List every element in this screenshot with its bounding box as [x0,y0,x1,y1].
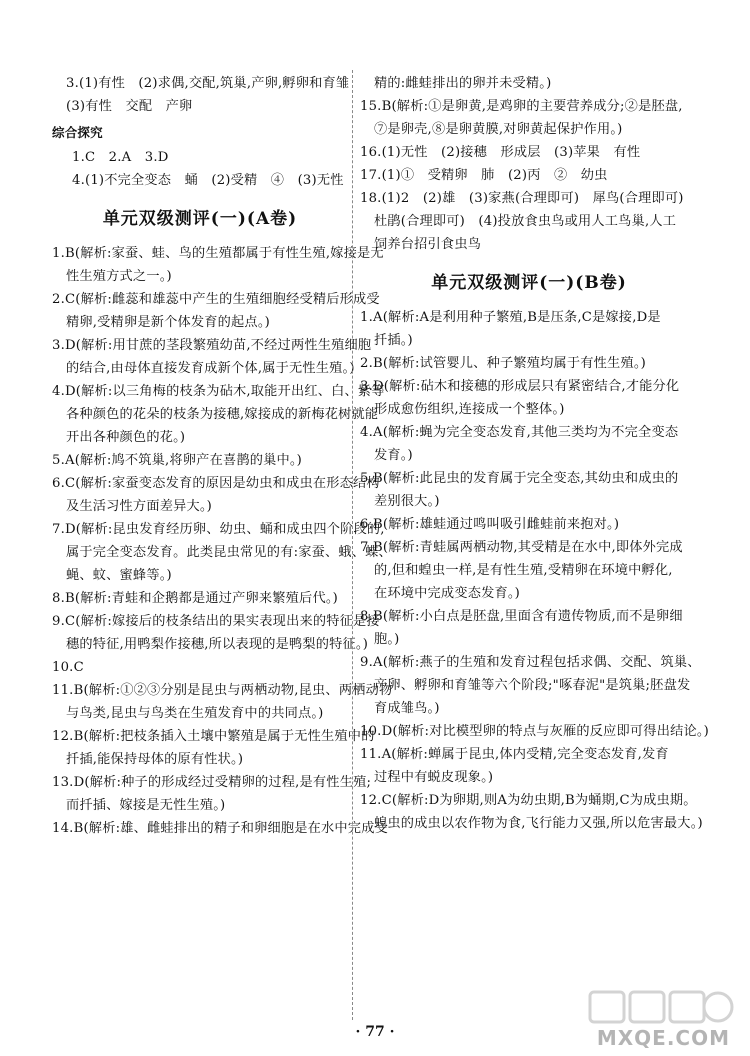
answer-line: 形成愈伤组织,连接成一个整体。) [374,402,565,417]
answer-line: 9.C(解析:嫁接后的枝条结出的果实表现出来的特征是接 [52,614,380,629]
page-number: · 77 · [355,1024,395,1040]
answer-line: 精的:雌蛙排出的卵并未受精。) [374,76,552,91]
section-title: 单元双级测评(一)(A卷) [102,209,298,229]
answer-line: 与鸟类,昆虫与鸟类在生殖发育中的共同点。) [66,706,324,721]
answer-line: 产卵、孵卵和育雏等六个阶段;"啄春泥"是筑巢;胚盘发 [374,678,691,693]
answer-line: 差别很大。) [374,494,440,509]
answer-line: 5.A(解析:鸠不筑巢,将卵产在喜鹊的巢中。) [52,453,303,468]
answer-line: 4.A(解析:蝇为完全变态发育,其他三类均为不完全变态 [360,425,679,440]
answer-line: 扦插,能保持母体的原有性状。) [66,752,244,767]
answer-line: 4.(1)不完全变态 蛹 (2)受精 ④ (3)无性 [72,173,344,188]
answer-line: 15.B(解析:①是卵黄,是鸡卵的主要营养成分;②是胚盘, [360,99,683,114]
answer-line: 的,但和蝗虫一样,是有性生殖,受精卵在环境中孵化, [374,563,673,578]
answer-line: 的结合,由母体直接发育成新个体,属于无性生殖。) [66,361,355,376]
section-heading: 综合探究 [52,125,103,140]
answer-line: 16.(1)无性 (2)接穗 形成层 (3)苹果 有性 [360,145,641,160]
answer-line: 7.D(解析:昆虫发育经历卵、幼虫、蛹和成虫四个阶段的, [52,522,385,537]
answer-line: 17.(1)① 受精卵 肺 (2)丙 ② 幼虫 [360,168,608,183]
answer-line: 8.B(解析:小白点是胚盘,里面含有遗传物质,而不是卵细 [360,609,683,624]
left-column [52,72,393,840]
answer-line: 6.B(解析:雄蛙通过鸣叫吸引雌蛙前来抱对。) [360,517,620,532]
answer-line: 7.B(解析:青蛙属两栖动物,其受精是在水中,即体外完成 [360,540,683,555]
answer-line: 扦插。) [374,333,413,348]
answer-line: 开出各种颜色的花。) [66,430,186,445]
answer-line: 属于完全变态发育。此类昆虫常见的有:家蚕、蛾、蝶、 [66,545,392,560]
answer-line: 精卵,受精卵是新个体发育的起点。) [66,315,270,330]
answer-line: 3.D(解析:用甘蔗的茎段繁殖幼苗,不经过两性生殖细胞 [52,338,372,353]
answer-line: 1.A(解析:A是利用种子繁殖,B是压条,C是嫁接,D是 [360,310,661,325]
answer-line: 9.A(解析:燕子的生殖和发育过程包括求偶、交配、筑巢、 [360,655,701,670]
answer-line: 12.B(解析:把枝条插入土壤中繁殖是属于无性生殖中的 [52,729,375,744]
answer-line: 而扦插、嫁接是无性生殖。) [66,798,226,813]
right-column [360,72,709,835]
answer-line: 12.C(解析:D为卵期,则A为幼虫期,B为蛹期,C为成虫期。 [360,793,697,808]
answer-line: 及生活习性方面差异大。) [66,499,213,514]
answer-line: 3.D(解析:砧木和接穗的形成层只有紧密结合,才能分化 [360,379,680,394]
answer-line: 6.C(解析:家蚕变态发育的原因是幼虫和成虫在形态结构 [52,476,380,491]
answer-line: ⑦是卵壳,⑧是卵黄膜,对卵黄起保护作用。) [374,122,623,137]
answer-line: 1.B(解析:家蚕、蛙、鸟的生殖都属于有性生殖,嫁接是无 [52,246,384,261]
answer-line: (3)有性 交配 产卵 [66,99,193,114]
answer-line: 1.C 2.A 3.D [72,150,169,165]
answer-line: 育成雏鸟。) [374,701,440,716]
answer-line: 杜鹃(合理即可) (4)投放食虫鸟或用人工鸟巢,人工 [374,214,677,229]
answer-line: 18.(1)2 (2)雄 (3)家燕(合理即可) 犀鸟(合理即可) [360,191,684,206]
answer-line: 性生殖方式之一。) [66,269,172,284]
answer-line: 11.B(解析:①②③分别是昆虫与两栖动物,昆虫、两栖动物 [52,683,393,698]
answer-line: 胞。) [374,632,400,647]
answer-line: 10.D(解析:对比模型卵的特点与灰雁的反应即可得出结论。) [360,724,709,739]
answer-line: 8.B(解析:青蛙和企鹅都是通过产卵来繁殖后代。) [52,591,338,606]
answer-line: 各种颜色的花朵的枝条为接穗,嫁接成的新梅花树就能 [66,407,379,422]
answer-line: 2.C(解析:雌蕊和雄蕊中产生的生殖细胞经受精后形成受 [52,292,380,307]
answer-line: 发育。) [374,448,413,463]
answer-line: 饲养台招引食虫鸟 [374,237,482,252]
answer-line: 3.(1)有性 (2)求偶,交配,筑巢,产卵,孵卵和育雏 [66,76,350,91]
answer-line: 5.B(解析:此昆虫的发育属于完全变态,其幼虫和成虫的 [360,471,679,486]
answer-line: 过程中有蜕皮现象。) [374,770,494,785]
answer-line: 13.D(解析:种子的形成经过受精卵的过程,是有性生殖; [52,775,372,790]
answer-line: 蝇、蚊、蜜蜂等。) [66,568,172,583]
answer-line: 4.D(解析:以三角梅的枝条为砧木,取能开出红、白、紫等 [52,384,385,399]
answer-line: 11.A(解析:蝉属于昆虫,体内受精,完全变态发育,发育 [360,747,669,762]
section-title: 单元双级测评(一)(B卷) [431,273,627,293]
answer-line: 穗的特征,用鸭梨作接穗,所以表现的是鸭梨的特征。) [66,637,369,652]
answer-line: 10.C [52,660,84,675]
watermark-text: MXQE.COM [596,1026,730,1050]
answer-line: 2.B(解析:试管婴儿、种子繁殖均属于有性生殖。) [360,356,646,371]
answer-line: 14.B(解析:雄、雌蛙排出的精子和卵细胞是在水中完成受 [52,821,388,836]
column-divider [352,70,353,1020]
answer-line: 在环境中完成变态发育。) [374,586,521,601]
answer-line: 蝗虫的成虫以农作物为食,飞行能力又强,所以危害最大。) [374,816,703,831]
